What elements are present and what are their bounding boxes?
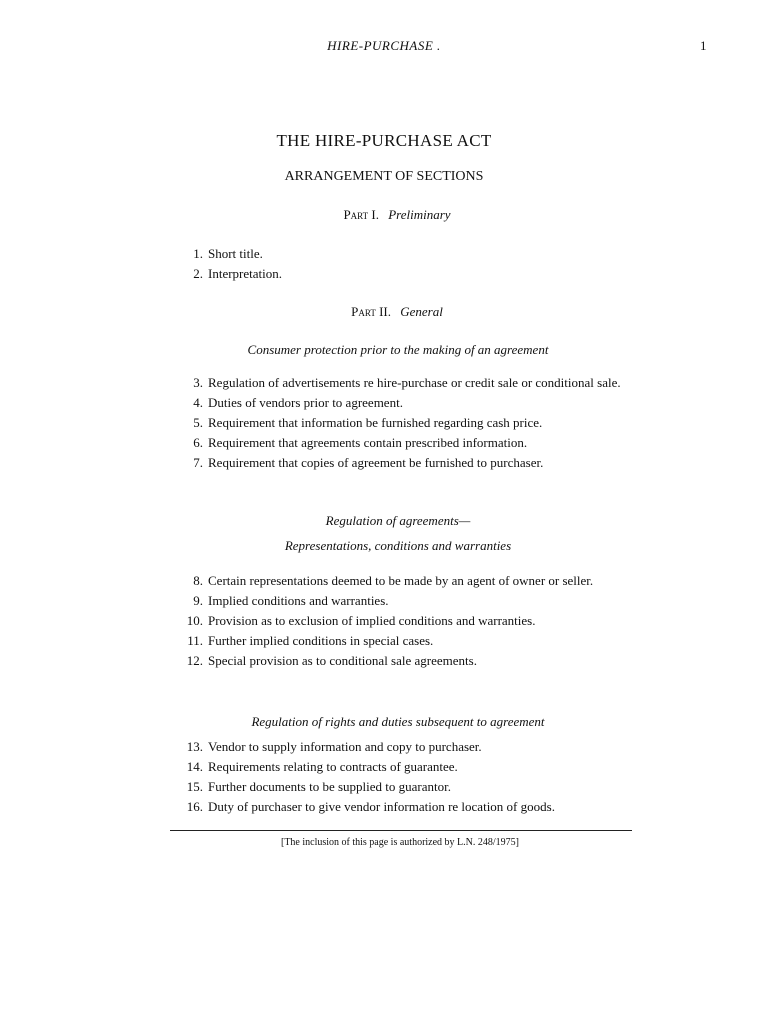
section-title: Duty of purchaser to give vendor information re location of goods. xyxy=(208,799,555,814)
section-title: Requirements relating to contracts of guarantee. xyxy=(208,759,458,774)
part-name: Preliminary xyxy=(388,207,451,222)
section-list-rights-and-duties xyxy=(170,737,632,817)
section-number: 8. xyxy=(193,573,203,588)
section-number: 12. xyxy=(186,653,203,668)
section-title: Regulation of advertisements re hire-purchase or credit sale or conditional sale. xyxy=(208,375,621,390)
section-number: 14. xyxy=(186,759,203,774)
section-number: 16. xyxy=(186,799,203,814)
section-list-regulation-of-agreements xyxy=(170,571,632,671)
section-entry xyxy=(170,453,632,473)
section-number: 7. xyxy=(193,455,203,470)
section-number: 4. xyxy=(193,395,203,410)
running-head: HIRE-PURCHASE . xyxy=(327,38,441,53)
section-number: 13. xyxy=(186,739,203,754)
section-title: Short title. xyxy=(208,246,263,261)
section-number: 3. xyxy=(193,375,203,390)
section-title: Certain representations deemed to be made by an agent of owner or seller. xyxy=(208,573,594,588)
part-label: Part II. xyxy=(351,304,391,319)
section-title: Interpretation. xyxy=(208,266,282,281)
section-entry xyxy=(170,591,632,611)
section-number: 6. xyxy=(193,435,203,450)
group-subheading-representations: Representations, conditions and warranties xyxy=(284,538,512,553)
section-title: Special provision as to conditional sale agreements. xyxy=(208,653,477,668)
part-name: General xyxy=(400,304,443,319)
group-heading-regulation-of-agreements: Regulation of agreements— xyxy=(325,513,471,528)
section-entry xyxy=(170,244,632,264)
section-entry xyxy=(170,393,632,413)
section-number: 5. xyxy=(193,415,203,430)
part-heading-general xyxy=(0,304,768,320)
act-title: THE HIRE-PURCHASE ACT xyxy=(276,131,492,150)
footer-rule xyxy=(170,830,632,831)
section-title: Provision as to exclusion of implied conditions and warranties. xyxy=(208,613,536,628)
group-heading-rights-and-duties: Regulation of rights and duties subsequent to agreement xyxy=(251,714,545,729)
section-title: Requirement that copies of agreement be furnished to purchaser. xyxy=(208,455,544,470)
group-heading-consumer-protection: Consumer protection prior to the making of an agreement xyxy=(247,342,549,357)
section-number: 10. xyxy=(186,613,203,628)
section-entry xyxy=(170,264,632,284)
section-title: Requirement that agreements contain prescribed information. xyxy=(208,435,528,450)
part-label: Part I. xyxy=(343,207,379,222)
section-number: 9. xyxy=(193,593,203,608)
section-number: 15. xyxy=(186,779,203,794)
section-entry xyxy=(170,611,632,631)
section-title: Duties of vendors prior to agreement. xyxy=(208,395,403,410)
section-entry xyxy=(170,631,632,651)
authorization-note: [The inclusion of this page is authorized by L.N. 248/1975] xyxy=(280,837,519,848)
section-entry xyxy=(170,737,632,757)
section-title: Further documents to be supplied to guarantor. xyxy=(208,779,451,794)
part-heading-preliminary xyxy=(0,207,768,223)
section-entry xyxy=(170,757,632,777)
section-list-part-1 xyxy=(170,244,632,284)
section-entry xyxy=(170,373,632,393)
section-entry xyxy=(170,651,632,671)
section-title: Requirement that information be furnished regarding cash price. xyxy=(208,415,543,430)
section-title: Further implied conditions in special cases. xyxy=(208,633,434,648)
section-entry xyxy=(170,413,632,433)
section-title: Vendor to supply information and copy to purchaser. xyxy=(208,739,482,754)
arrangement-heading: ARRANGEMENT OF SECTIONS xyxy=(284,169,484,184)
section-entry xyxy=(170,571,632,591)
section-entry xyxy=(170,797,632,817)
section-list-consumer-protection xyxy=(170,373,632,473)
section-entry xyxy=(170,777,632,797)
section-number: 2. xyxy=(193,266,203,281)
section-entry xyxy=(170,433,632,453)
section-title: Implied conditions and warranties. xyxy=(208,593,389,608)
page-number: 1 xyxy=(700,38,707,53)
section-number: 11. xyxy=(187,633,203,648)
section-number: 1. xyxy=(193,246,203,261)
